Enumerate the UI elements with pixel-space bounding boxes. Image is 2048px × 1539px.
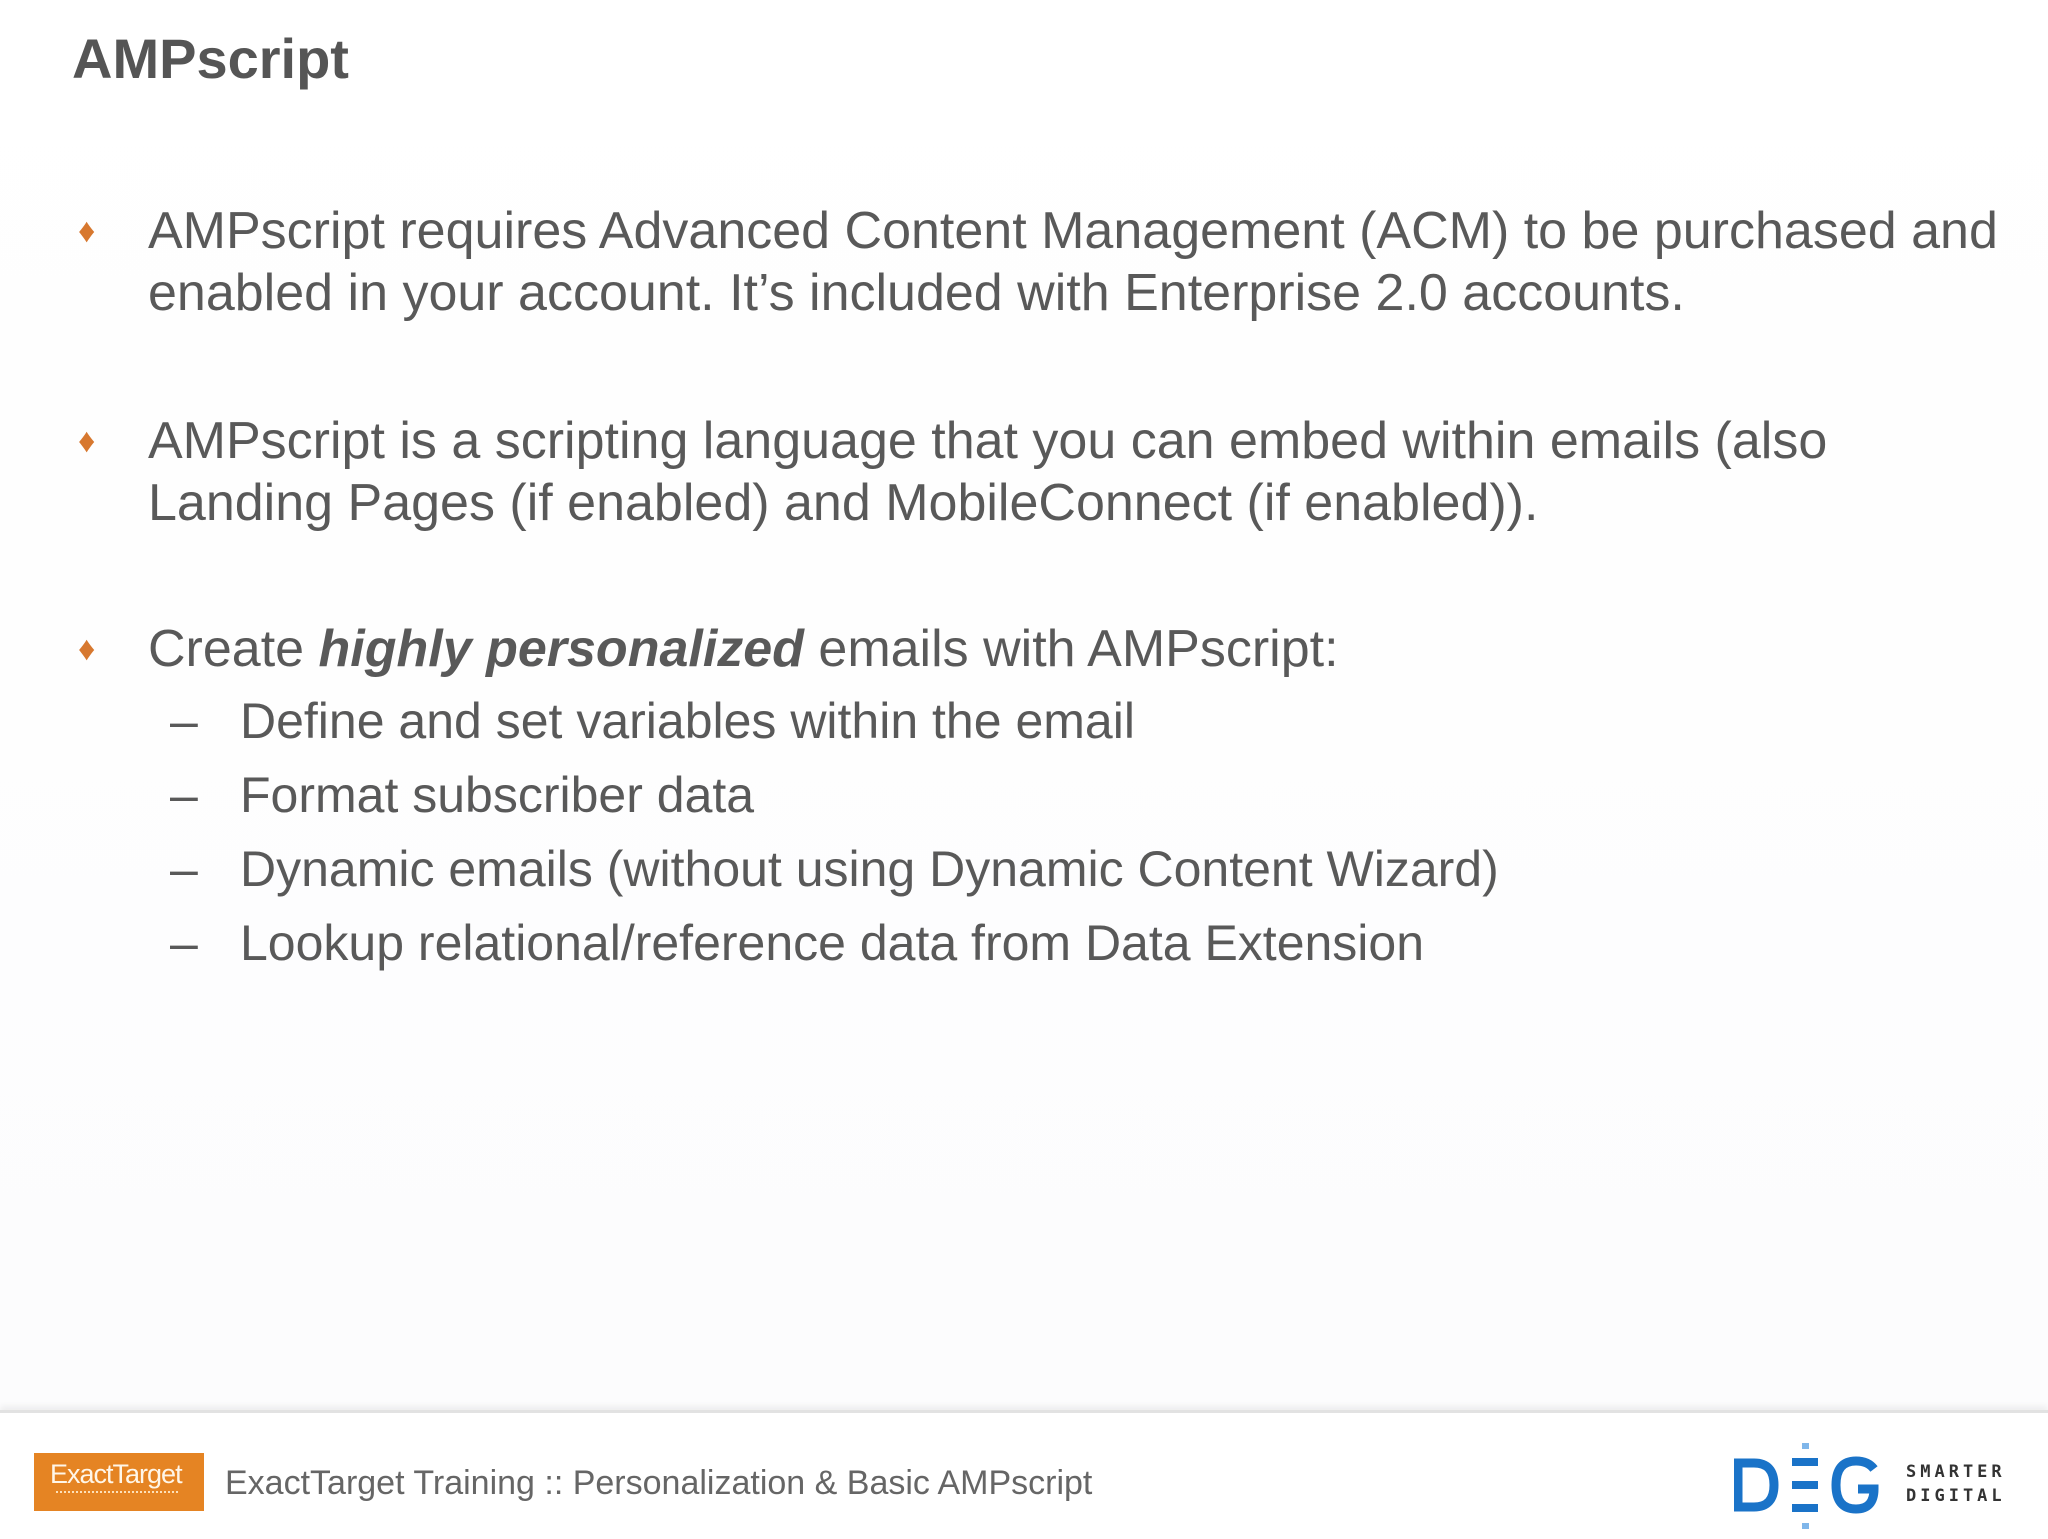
bullet-text-before: Create	[148, 620, 319, 678]
slide-title: AMPscript	[72, 27, 349, 90]
deg-tagline-line: SMARTER	[1906, 1462, 2006, 1482]
deg-tagline-line: DIGITAL	[1906, 1486, 2006, 1506]
exacttarget-logo	[34, 1453, 204, 1511]
diamond-bullet-icon: ♦	[78, 212, 96, 250]
bullet-text-emphasis: highly personalized	[318, 620, 804, 678]
sub-bullet-list	[170, 688, 1499, 984]
dash-bullet-icon: –	[170, 915, 198, 971]
sub-bullet-item	[170, 688, 1499, 762]
bullet-text-after: emails with AMPscript:	[803, 620, 1339, 678]
bullet-item	[78, 618, 2000, 680]
bullet-item	[78, 200, 2000, 324]
bullet-item	[78, 410, 2000, 534]
deg-tagline	[1906, 1460, 2006, 1508]
sub-bullet-item	[170, 762, 1499, 836]
sub-bullet-text: Dynamic emails (without using Dynamic Content Wizard)	[240, 841, 1499, 897]
bullet-text	[148, 618, 1339, 680]
bullet-text: AMPscript is a scripting language that you can embed within emails (also Landing Pages (if enabled) and MobileConnect (if enabled)).	[148, 412, 1828, 532]
slide-footer	[0, 1410, 2048, 1539]
sub-bullet-text: Format subscriber data	[240, 767, 755, 823]
sub-bullet-item	[170, 836, 1499, 910]
sub-bullet-item	[170, 910, 1499, 984]
footer-caption: ExactTarget Training :: Personalization & Basic AMPscript	[225, 1464, 1093, 1502]
dash-bullet-icon: –	[170, 767, 198, 823]
diamond-bullet-icon: ♦	[78, 422, 96, 460]
deg-logo-icon	[1734, 1439, 1884, 1535]
bullet-text: AMPscript requires Advanced Content Management (ACM) to be purchased and enabled in your account. It’s included with Enterprise 2.0 accounts.	[148, 202, 1998, 322]
diamond-bullet-icon: ♦	[78, 630, 96, 668]
exacttarget-logo-text: ExactTarget	[50, 1459, 182, 1489]
sub-bullet-text: Lookup relational/reference data from Data Extension	[240, 915, 1425, 971]
dash-bullet-icon: –	[170, 841, 198, 897]
exacttarget-logo-underline	[56, 1491, 178, 1497]
sub-bullet-text: Define and set variables within the email	[240, 693, 1135, 749]
dash-bullet-icon: –	[170, 693, 198, 749]
